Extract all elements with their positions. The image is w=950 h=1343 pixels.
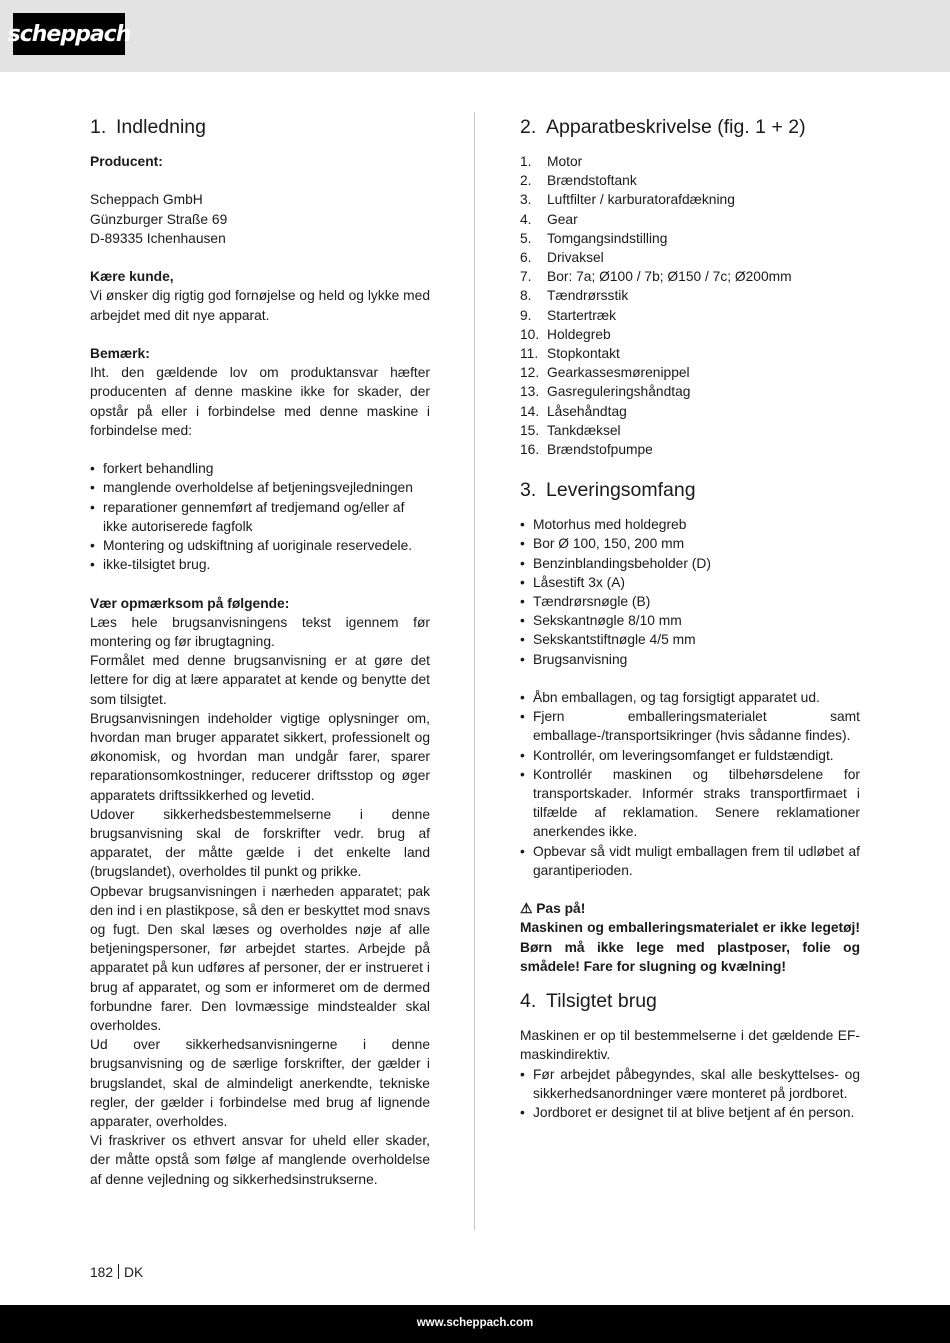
list-item: • reparationer gennemført af tredjemand og/eller af ikke autoriserede fagfolk	[90, 498, 430, 536]
list-item: 16. Brændstofpumpe	[520, 442, 653, 458]
list-item: 2. Brændstoftank	[520, 173, 637, 189]
warning-text: Maskinen og emballeringsmaterialet er ikke legetøj! Børn må ikke lege med plastposer, folie og smådele! Fare for slugning og kvælning!	[520, 920, 860, 974]
warning-heading: ⚠ Pas på!	[520, 899, 860, 918]
list-item: 14. Låsehåndtag	[520, 403, 627, 419]
column-divider	[474, 112, 475, 1230]
producer-line: D-89335 Ichenhausen	[90, 230, 226, 246]
list-item: • Brugsanvisning	[520, 650, 860, 669]
list-item: 9. Startertræk	[520, 307, 616, 323]
header-bar	[0, 0, 950, 72]
page-number: 182 DK	[90, 1265, 144, 1280]
section-3-heading: 3. Leveringsomfang	[520, 479, 696, 502]
section-4-heading: 4. Tilsigtet brug	[520, 990, 657, 1013]
dear-customer-text: Vi ønsker dig rigtig god fornøjelse og held og lykke med arbejdet med dit nye apparat.	[90, 288, 430, 323]
list-item: 4. Gear	[520, 211, 578, 227]
unpack-list	[520, 688, 860, 880]
list-item: • Sekskantstiftnøgle 4/5 mm	[520, 630, 860, 649]
dear-customer-label: Kære kunde,	[90, 269, 174, 285]
list-item: • Kontrollér maskinen og tilbehørsdelene for transportskader. Informér straks transportfirmaet i tilfælde af reklamation. Senere reklamationer anerkendes ikke.	[520, 765, 860, 842]
intended-use-text: Maskinen er op til bestemmelserne i det gældende EF-maskindirektiv.	[520, 1028, 860, 1063]
list-item: • forkert behandling	[90, 459, 430, 478]
intended-use-list	[520, 1065, 860, 1123]
list-item: • Bor Ø 100, 150, 200 mm	[520, 534, 860, 553]
list-item: • Jordboret er designet til at blive betjent af én person.	[520, 1103, 860, 1122]
list-item: • manglende overholdelse af betjeningsvejledningen	[90, 478, 430, 497]
section-1-heading: 1. Indledning	[90, 116, 206, 138]
list-item: • ikke-tilsigtet brug.	[90, 555, 430, 574]
right-column	[520, 112, 860, 1122]
producer-line: Scheppach GmbH	[90, 192, 203, 208]
attention-paragraph: Læs hele brugsanvisningens tekst igennem før montering og før ibrugtagning.	[90, 614, 430, 649]
list-item: • Låsestift 3x (A)	[520, 573, 860, 592]
list-item: 3. Luftfilter / karburatorafdækning	[520, 192, 735, 208]
list-item: • Fjern emballeringsmaterialet samt emballage-/transportsikringer (hvis sådanne findes).	[520, 707, 860, 745]
delivery-list	[520, 515, 860, 669]
list-item: 13. Gasreguleringshåndtag	[520, 384, 691, 400]
left-column	[90, 112, 430, 1189]
list-item: • Åbn emballagen, og tag forsigtigt apparatet ud.	[520, 688, 860, 707]
parts-list	[520, 152, 860, 459]
attention-paragraph: Formålet med denne brugsanvisning er at gøre det lettere for dig at lære apparatet at kende og benytte det som tilsigtet.	[90, 653, 430, 707]
list-item: • Før arbejdet påbegyndes, skal alle beskyttelses- og sikkerhedsanordninger være monteret på jordboret.	[520, 1065, 860, 1103]
producer-label: Producent:	[90, 154, 163, 169]
footer-bar	[0, 1305, 950, 1343]
attention-paragraph: Opbevar brugsanvisningen i nærheden apparatet; pak den ind i en plastikpose, så den er beskyttet mod snavs og fugt. Den skal læses og overholdes nøje af alle betjeningspersoner, før arbejdet startes. Arbejde på apparatet på kun udføres af personer, der er instrueret i brug af apparatet, og som er informeret om de dermed forbundne farer. Den lovmæssige mindstealder skal overholdes.	[90, 883, 430, 1034]
note-bullet-list	[90, 459, 430, 574]
list-item: • Tændrørsnøgle (B)	[520, 592, 860, 611]
attention-paragraph: Ud over sikkerhedsanvisningerne i denne brugsanvisning og de særlige forskrifter, der gælder i brugslandet, skal de almindeligt anerkendte, tekniske regler, der gælder i forbindelse med brug af lignende apparater, overholdes.	[90, 1037, 430, 1130]
list-item: • Opbevar så vidt muligt emballagen frem til udløbet af garantiperioden.	[520, 842, 860, 880]
attention-paragraph: Brugsanvisningen indeholder vigtige oplysninger om, hvordan man bruger apparatet sikkert, professionelt og økonomisk, og hvordan man undgår farer, sparer reparationsomkostninger, reducerer driftsstop og øger apparatets driftssikkerhed og levetid.	[90, 710, 430, 803]
attention-paragraph: Vi fraskriver os ethvert ansvar for uheld eller skader, der måtte opstå som følge af manglende overholdelse af denne vejledning og sikkerhedsinstrukserne.	[90, 1133, 430, 1187]
list-item: 10. Holdegreb	[520, 326, 611, 342]
scheppach-logo: scheppach	[13, 13, 125, 55]
list-item: • Benzinblandingsbeholder (D)	[520, 554, 860, 573]
note-text: Iht. den gældende lov om produktansvar hæfter producenten af denne maskine ikke for skader, der opstår på eller i forbindelse med denne maskine i forbindelse med:	[90, 365, 430, 438]
list-item: 8. Tændrørsstik	[520, 288, 629, 304]
producer-line: Günzburger Straße 69	[90, 211, 228, 227]
list-item: 12. Gearkassesmørenippel	[520, 365, 690, 381]
list-item: 6. Drivaksel	[520, 250, 604, 266]
list-item: 11. Stopkontakt	[520, 346, 620, 362]
website-link[interactable]: www.scheppach.com	[416, 1317, 534, 1329]
list-item: • Motorhus med holdegreb	[520, 515, 860, 534]
list-item: 7. Bor: 7a; Ø100 / 7b; Ø150 / 7c; Ø200mm	[520, 269, 792, 285]
attention-paragraph: Udover sikkerhedsbestemmelserne i denne brugsanvisning skal de forskrifter vedr. brug af apparatet, der måtte gælde i det enkelte land (brugslandet), overholdes til punkt og prikke.	[90, 806, 430, 880]
list-item: 15. Tankdæksel	[520, 422, 621, 438]
list-item: • Kontrollér, om leveringsomfanget er fuldstændigt.	[520, 746, 860, 765]
note-label: Bemærk:	[90, 345, 150, 361]
section-2-heading: 2. Apparatbeskrivelse (fig. 1 + 2)	[520, 116, 806, 138]
list-item: • Sekskantnøgle 8/10 mm	[520, 611, 860, 630]
list-item: 5. Tomgangsindstilling	[520, 230, 668, 246]
warning-triangle-icon: ⚠	[520, 901, 533, 917]
attention-label: Vær opmærksom på følgende:	[90, 595, 290, 611]
list-item: 1. Motor	[520, 154, 583, 169]
list-item: • Montering og udskiftning af uoriginale reservedele.	[90, 536, 430, 555]
